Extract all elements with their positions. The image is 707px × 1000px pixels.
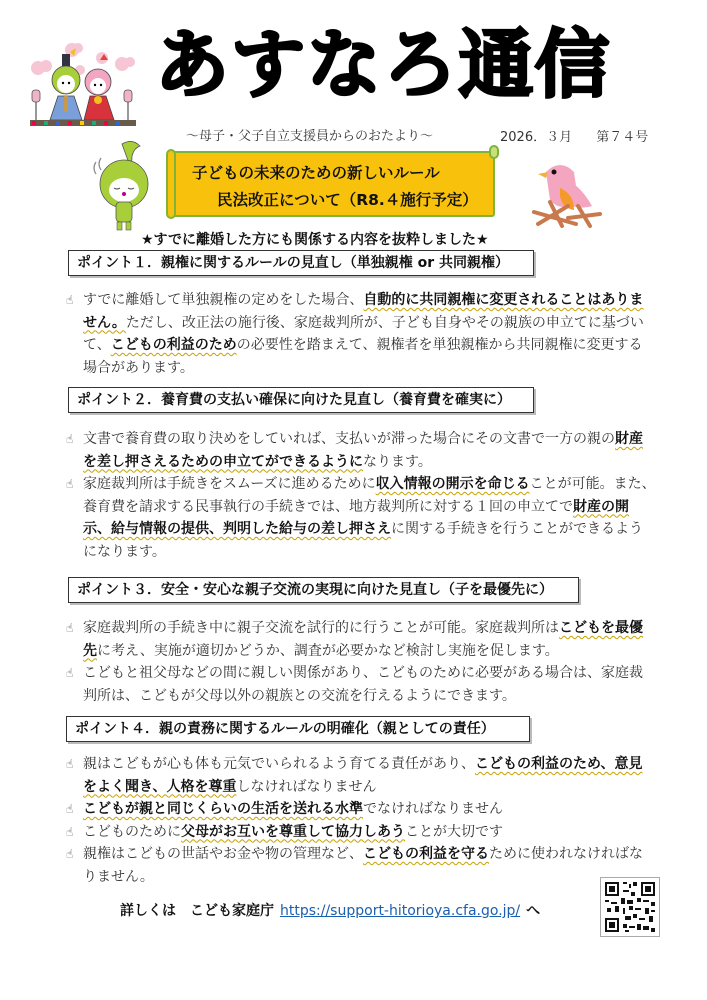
- hand-pointing-icon: ☝: [66, 666, 74, 680]
- issue-number: 第７４号: [596, 130, 649, 145]
- support-site-link[interactable]: https://support-hitorioya.cfa.go.jp/: [280, 903, 521, 919]
- hina-dolls-illustration: [20, 38, 145, 133]
- section-heading-2: ポイント２．養育費の支払い確保に向けた見直し（養育費を確実に）: [68, 387, 534, 413]
- title-banner: [170, 151, 495, 217]
- section-body-4: [66, 753, 656, 888]
- scroll-roll-right: [489, 145, 499, 159]
- footer-prefix: 詳しくは こども家庭庁: [120, 903, 274, 919]
- notice-text: ★すでに離婚した方にも関係する内容を抜粋しました★: [141, 232, 489, 248]
- list-item: ☝ 文書で養育費の取り決めをしていれば、支払いが滞った場合にその文書で一方の親の財産を差し押さえるための申立てができるようになります。: [66, 428, 656, 473]
- hand-pointing-icon: ☝: [66, 847, 74, 861]
- hand-pointing-icon: ☝: [66, 757, 74, 771]
- footer-reference: [120, 900, 540, 920]
- hand-pointing-icon: ☝: [66, 824, 74, 839]
- list-item: ☝ 親はこどもが心も体も元気でいられるよう育てる責任があり、こどもの利益のため、意見をよく聞き、人格を尊重しなければなりません: [66, 753, 656, 798]
- section-heading-4: ポイント４．親の責務に関するルールの明確化（親としての責任）: [66, 716, 530, 742]
- hand-pointing-icon: ☝: [66, 432, 74, 446]
- section-body-3: [66, 617, 656, 707]
- qr-code[interactable]: [600, 877, 660, 937]
- section-body-2: [66, 428, 656, 563]
- hand-pointing-icon: ☝: [66, 293, 74, 307]
- banner-line-1: 子どもの未来のための新しいルール: [192, 164, 440, 182]
- list-item: ☝ こどもと祖父母などの間に親しい関係があり、こどものために必要がある場合は、家庭裁判所は、こどもが父母以外の親族との交流を行えるようにできます。: [66, 662, 656, 707]
- scroll-roll-left: [166, 149, 176, 219]
- issue-date: 2026．３月: [500, 130, 573, 145]
- list-item: ☝ 家庭裁判所は手続きをスムーズに進めるために収入情報の開示を命じることが可能。また、養育費を請求する民事執行の手続きでは、地方裁判所に対する１回の申立てで財産の開示、給与情報の提供、判明した給与の差し押さえに関する手続きを行うことができるようになります。: [66, 473, 656, 563]
- issue-info: [500, 126, 668, 145]
- banner-line-2: 民法改正について（R8.４施行予定）: [217, 191, 478, 209]
- newsletter-title: あすなろ通信: [155, 22, 611, 108]
- list-item: ☝ すでに離婚して単独親権の定めをした場合、自動的に共同親権に変更されることはありません。ただし、改正法の施行後、家庭裁判所が、子ども自身やその親族の申立てに基づいて、こどもの利益のための必要性を踏まえて、親権者を単独親権から共同親権に変更する場合があります。: [66, 289, 656, 379]
- list-item: ☝ こどものために父母がお互いを尊重して協力しあうことが大切です: [66, 821, 656, 844]
- pink-bird-illustration: [528, 158, 608, 230]
- section-heading-1: ポイント１．親権に関するルールの見直し（単独親権 or 共同親権）: [68, 250, 534, 276]
- list-item: ☝ こどもが親と同じくらいの生活を送れる水準でなければなりません: [66, 798, 656, 821]
- hand-pointing-icon: ☝: [66, 802, 74, 816]
- hand-pointing-icon: ☝: [66, 477, 74, 491]
- section-body-1: [66, 289, 656, 379]
- newsletter-subtitle: ～母子・父子自立支援員からのおたより～: [186, 129, 434, 144]
- section-heading-3: ポイント３．安全・安心な親子交流の実現に向けた見直し（子を最優先に）: [68, 577, 579, 603]
- bowing-mascot-illustration: [90, 140, 160, 235]
- footer-suffix: へ: [526, 903, 541, 919]
- list-item: ☝ 親権はこどもの世話やお金や物の管理など、こどもの利益を守るために使われなければなりません。: [66, 843, 656, 888]
- hand-pointing-icon: ☝: [66, 621, 74, 635]
- list-item: ☝ 家庭裁判所の手続き中に親子交流を試行的に行うことが可能。家庭裁判所はこどもを最優先に考え、実施が適切かどうか、調査が必要かなど検討し実施を促します。: [66, 617, 656, 662]
